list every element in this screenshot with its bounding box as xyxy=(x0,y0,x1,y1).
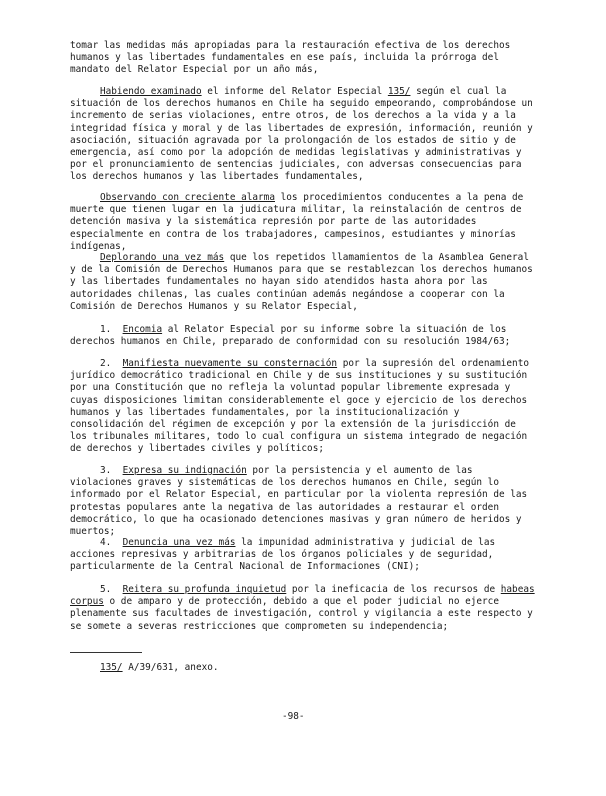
paragraph-text: según el cual la situación de los derechos humanos en Chile ha seguido empeorando, comprobándose un incremento de serias violaciones, entre otros, de los derechos a la vida y a la integridad física y moral y de las libertades de expresión, información, reunión y asociación, situación agravada por la prolongación de los estados de sitio y de emergencia, así como por la adopción de medidas legislativas y administrativas y por el pronunciamiento de sentencias judiciales, con adversas consecuencias para los derechos humanos y las libertades fundamentales, xyxy=(70,86,533,183)
paragraph-number: 4. xyxy=(100,537,112,548)
paragraph-text: por la supresión del ordenamiento jurídico democrático tradicional en Chile y de sus instituciones y su sustitución por una Constitución que no refleja la voluntad popular libremente expresada y cuyas disposiciones limitan considerablemente el goce y ejercicio de los derechos humanos y las libertades fundamentales, por la institucionalización y consolidación del régimen de excepción y por la extensión de la jurisdicción de los tribunales militares, todo lo cual configura un sistema integrado de negación de derechos y libertades civiles y políticos; xyxy=(70,358,529,455)
paragraph-text: el informe del Relator Especial xyxy=(201,86,388,97)
footnote-divider xyxy=(70,652,142,653)
page-number: -98- xyxy=(282,711,305,722)
operative-paragraph-3 xyxy=(70,465,536,538)
operative-paragraph-4 xyxy=(70,537,536,574)
paragraph-lead: Encomia xyxy=(122,324,163,335)
paragraph-number: 3. xyxy=(100,465,112,476)
footnote-text: A/39/631, anexo. xyxy=(122,662,219,673)
paragraph-text: o de amparo y de protección, debido a que el poder judicial no ejerce plenamente sus facultades de investigación, control y vigilancia a este respecto y se somete a severas restricciones que comprometen su independencia; xyxy=(70,596,533,632)
paragraph-number: 2. xyxy=(100,358,112,369)
footnote xyxy=(100,662,219,674)
paragraph-text: al Relator Especial por su informe sobre la situación de los derechos humanos en Chile, preparado de conformidad con su resolución 1984/63; xyxy=(70,324,511,348)
paragraph-lead: Habiendo examinado xyxy=(100,86,202,97)
paragraph-lead: Manifiesta nuevamente su consternación xyxy=(122,358,338,369)
paragraph-number: 5. xyxy=(100,584,112,595)
paragraph-number: 1. xyxy=(100,324,112,335)
paragraph-text: los procedimientos conducentes a la pena de muerte que tienen lugar en la judicatura militar, la reinstalación de centros de detención masiva y la sistemática represión por parte de las autoridades especialmente en contra de los trabajadores, campesinos, estudiantes y minorías indígenas, xyxy=(70,192,524,252)
footnote-marker: 135/ xyxy=(100,662,123,673)
paragraph-text: que los repetidos llamamientos de la Asamblea General y de la Comisión de Derechos Humanos para que se restablezcan los derechos humanos y las libertades fundamentales no hayan sido atendidos hasta ahora por las autoridades chilenas, las cuales continúan además negándose a cooperar con la Comisión de Derechos Humanos y su Relator Especial, xyxy=(70,252,533,312)
paragraph-lead: Reitera su profunda inquietud xyxy=(122,584,287,595)
paragraph-lead: Observando con creciente alarma xyxy=(100,192,275,203)
paragraph-lead: Deplorando una vez más xyxy=(100,252,225,263)
paragraph-text: la impunidad administrativa y judicial de las acciones represivas y arbitrarias de los órganos policiales y de seguridad, particularmente de la Central Nacional de Informaciones (CNI); xyxy=(70,537,496,573)
operative-paragraph-2 xyxy=(70,358,536,456)
operative-paragraph-1 xyxy=(70,324,536,348)
paragraph-lead: Expresa su indignación xyxy=(122,465,247,476)
operative-paragraph-5 xyxy=(70,584,536,633)
paragraph-text: por la ineficacia de los recursos de xyxy=(286,584,501,595)
paragraph-habiendo-examinado xyxy=(70,86,536,184)
paragraph-text: por la persistencia y el aumento de las violaciones graves y sistemáticas de los derechos humanos en Chile, según lo informado por el Relator Especial, en particular por la violenta represión de las protestas populares ante la negativa de las autoridades a restaurar el orden democrático, lo que ha ocasionado detenciones masivas y gran número de heridos y muertos; xyxy=(70,465,528,538)
paragraph-continuation xyxy=(70,40,536,77)
paragraph-observando xyxy=(70,192,536,253)
footnote-reference: 135/ xyxy=(387,86,411,97)
paragraph-text: tomar las medidas más apropiadas para la restauración efectiva de los derechos humanos y las libertades fundamentales en ese país, incluida la prórroga del mandato del Relator Especial por un año más, xyxy=(70,40,511,76)
paragraph-lead: Denuncia una vez más xyxy=(122,537,236,548)
paragraph-term: habeas corpus xyxy=(70,584,535,608)
paragraph-deplorando xyxy=(70,252,536,313)
